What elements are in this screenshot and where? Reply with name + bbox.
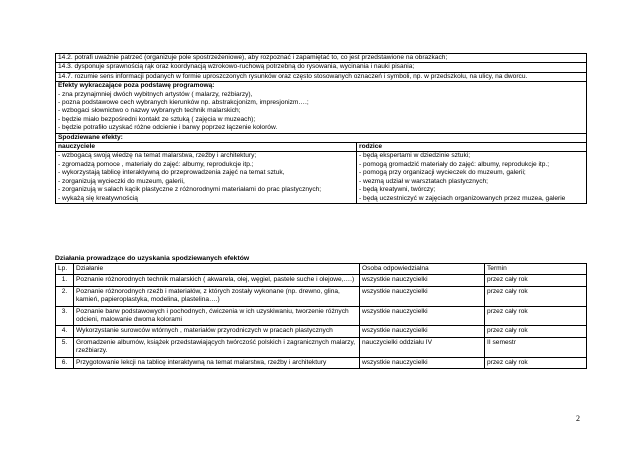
teachers-cell	[56, 152, 357, 203]
row-lp: 4.	[56, 326, 74, 337]
effects-item: - pozna podstawowe cech wybranych kierunków np. abstrakcjonizm, impresjonizm….;	[58, 99, 309, 107]
page-number: 2	[576, 414, 580, 423]
parents-item: - pomogą gromadzić materiały do zajęć: albumy, reprodukcje itp.;	[359, 160, 550, 168]
row-term: przez cały rok	[485, 326, 587, 337]
actions-title: Działania prowadzące do uzyskania spodziewanych efektów	[55, 255, 250, 262]
row-term: przez cały rok	[485, 306, 587, 326]
header-action: Działanie	[74, 264, 360, 275]
row-lp: 1.	[56, 275, 74, 286]
effects-item: - będzie miało bezpośredni kontakt ze sztuką ( zajęcia w muzeach);	[58, 115, 256, 123]
row-action: Poznanie różnorodnych technik malarskich ( akwarela, olej, węgiel, pastele suche i olejowe,….)	[74, 275, 360, 286]
objective-row	[56, 63, 587, 72]
table-row	[56, 326, 587, 337]
effects-item: - zna przynajmniej dwóch wybitnych artystów ( malarzy, reżbiarzy),	[58, 90, 253, 98]
row-lp: 6.	[56, 357, 74, 368]
teachers-item: - wykażą się kreatywnością	[58, 194, 138, 202]
row-lp: 5.	[56, 337, 74, 357]
row-person: wszystkie nauczycielki	[360, 306, 485, 326]
objectives-table	[55, 53, 587, 204]
effects-title: Efekty wykraczające poza podstawę programową:	[58, 82, 215, 90]
row-person: wszystkie nauczycielki	[360, 357, 485, 368]
expected-lists-row	[56, 152, 587, 203]
teachers-label: nauczyciele	[56, 143, 357, 152]
row-term: przez cały rok	[485, 275, 587, 286]
parents-item: - będą kreatywni, twórczy;	[359, 186, 436, 194]
expected-header-row	[56, 143, 587, 152]
parents-label: rodzice	[357, 143, 587, 152]
parents-item: - będą uczestniczyć w zajęciach organizowanych przez muzea, galerie	[359, 194, 566, 202]
row-lp: 3.	[56, 306, 74, 326]
expected-title: Spodziewane efekty:	[56, 133, 587, 142]
teachers-item: - wzbogacą swoją wiedzę na temat malarstwa, rzeźby i architektury;	[58, 152, 257, 160]
table-row	[56, 275, 587, 286]
objective-row	[56, 72, 587, 81]
effects-item: - wzbogaci słownictwo o nazwy wybranych technik malarskich;	[58, 107, 241, 115]
row-action: Poznanie barw podstawowych i pochodnych, ćwiczenia w ich uzyskiwaniu, tworzenie różnych odcieni, malowanie dwoma kolorami	[74, 306, 360, 326]
row-term: przez cały rok	[485, 357, 587, 368]
row-term: II semestr	[485, 337, 587, 357]
parents-item: - wezmą udział w warsztatach plastycznych;	[359, 177, 488, 185]
actions-table	[55, 263, 587, 369]
header-term: Termin	[485, 264, 587, 275]
teachers-item: - wykorzystają tablicę interaktywną do przeprowadzenia zajęć na temat sztuk,	[58, 169, 285, 177]
row-person: wszystkie nauczycielki	[360, 326, 485, 337]
effects-row	[56, 82, 587, 133]
row-term: przez cały rok	[485, 286, 587, 306]
header-person: Osoba odpowiedzialna	[360, 264, 485, 275]
row-action: Przygotowanie lekcji na tablicę interaktywną na temat malarstwa, rzeźby i architektury	[74, 357, 360, 368]
row-action: Poznanie różnorodnych rzeźb i materiałów, z których zostały wykonane (np. drewno, glina, kamień, papieroplastyka, modelina, plastelina….)	[74, 286, 360, 306]
table-row	[56, 357, 587, 368]
row-lp: 2.	[56, 286, 74, 306]
row-person: wszystkie nauczycielki	[360, 286, 485, 306]
teachers-item: - zgromadzą pomoce , materiały do zajęć: albumy, reprodukcje itp.;	[58, 160, 254, 168]
objective-text: 14.2. potrafi uważnie patrzeć (organizuje pole spostrzeżeniowe), aby rozpoznać i zapamiętać to, co jest przedstawione na obrazkach;	[56, 54, 587, 63]
objective-text: 14.3. dysponuje sprawnością rąk oraz koordynacją wzrokowo-ruchową potrzebną do rysowania, wycinania i nauki pisania;	[56, 63, 587, 72]
row-person: nauczycielki oddziału IV	[360, 337, 485, 357]
parents-cell	[357, 152, 587, 203]
teachers-item: - zorganizują w salach kącik plastyczne z różnorodnymi materiałami do prac plastycznych;	[58, 186, 322, 194]
parents-item: - pomogą przy organizacji wycieczek do muzeum, galerii;	[359, 169, 526, 177]
row-action: Wykorzystanie surowców wtórnych , materiałów przyrodniczych w pracach plastycznych	[74, 326, 360, 337]
expected-title-row	[56, 133, 587, 142]
effects-item: - będzie potrafiło uzyskać różne odcienie i barwy poprzez łączenie kolorów.	[58, 124, 278, 132]
table-row	[56, 337, 587, 357]
table-row	[56, 286, 587, 306]
parents-item: - będą ekspertami w dziedzinie sztuki;	[359, 152, 471, 160]
header-lp: Lp.	[56, 264, 74, 275]
teachers-item: - zorganizują wycieczki do muzeum, galerii,	[58, 177, 185, 185]
row-person: wszystkie nauczycielki	[360, 275, 485, 286]
objective-text: 14.7. rozumie sens informacji podanych w formie uproszczonych rysunków oraz często stosowanych oznaczeń i symboli, np. w przedszkolu, na ulicy, na dworcu.	[56, 72, 587, 81]
row-action: Gromadzenie albumów, książek przedstawiających twórczość polskich i zagranicznych malarzy, rzeźbiarzy.	[74, 337, 360, 357]
objective-row	[56, 54, 587, 63]
effects-cell	[56, 82, 587, 133]
actions-header-row	[56, 264, 587, 275]
table-row	[56, 306, 587, 326]
